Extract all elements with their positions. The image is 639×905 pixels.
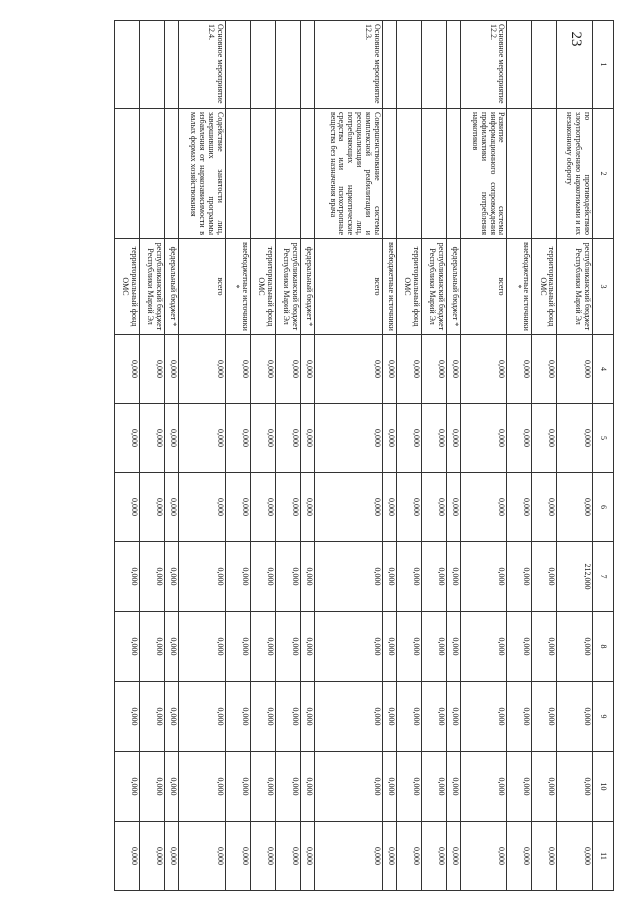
funding-source-cell: всего bbox=[461, 239, 507, 335]
amount-cell: 0,000 bbox=[396, 682, 421, 752]
activity-code-cell bbox=[225, 21, 250, 109]
amount-cell: 0,000 bbox=[532, 335, 557, 404]
table-body bbox=[115, 21, 593, 891]
amount-cell: 0,000 bbox=[314, 822, 382, 891]
amount-cell: 0,000 bbox=[314, 682, 382, 752]
funding-source-cell: территориальный фонд ОМС bbox=[250, 239, 275, 335]
funding-source-cell: республиканский бюджет Республики Марий Эл bbox=[275, 239, 300, 335]
amount-cell: 0,000 bbox=[507, 542, 532, 612]
amount-cell: 0,000 bbox=[165, 473, 179, 542]
amount-cell: 0,000 bbox=[396, 822, 421, 891]
activity-name-cell bbox=[421, 109, 446, 239]
amount-cell: 0,000 bbox=[421, 542, 446, 612]
amount-cell: 0,000 bbox=[396, 612, 421, 682]
amount-cell: 0,000 bbox=[115, 822, 140, 891]
table-row bbox=[225, 21, 250, 891]
activity-name-cell bbox=[507, 109, 532, 239]
amount-cell: 0,000 bbox=[179, 682, 225, 752]
activity-name-cell bbox=[250, 109, 275, 239]
amount-cell: 0,000 bbox=[507, 335, 532, 404]
amount-cell: 0,000 bbox=[179, 612, 225, 682]
amount-cell: 0,000 bbox=[275, 542, 300, 612]
amount-cell: 0,000 bbox=[275, 404, 300, 473]
amount-cell: 0,000 bbox=[275, 822, 300, 891]
amount-cell: 0,000 bbox=[446, 612, 460, 682]
amount-cell: 0,000 bbox=[507, 612, 532, 682]
amount-cell: 0,000 bbox=[165, 822, 179, 891]
funding-source-cell: федеральный бюджет * bbox=[446, 239, 460, 335]
amount-cell: 0,000 bbox=[446, 682, 460, 752]
table-row bbox=[140, 21, 165, 891]
amount-cell: 0,000 bbox=[115, 335, 140, 404]
amount-cell: 0,000 bbox=[314, 404, 382, 473]
table-row bbox=[275, 21, 300, 891]
activity-code-cell bbox=[165, 21, 179, 109]
amount-cell: 212,000 bbox=[557, 542, 593, 612]
amount-cell: 0,000 bbox=[461, 822, 507, 891]
activity-name-cell bbox=[140, 109, 165, 239]
amount-cell: 0,000 bbox=[165, 542, 179, 612]
amount-cell: 0,000 bbox=[300, 752, 314, 822]
amount-cell: 0,000 bbox=[382, 682, 396, 752]
amount-cell: 0,000 bbox=[421, 682, 446, 752]
amount-cell: 0,000 bbox=[275, 335, 300, 404]
amount-cell: 0,000 bbox=[446, 822, 460, 891]
amount-cell: 0,000 bbox=[300, 612, 314, 682]
amount-cell: 0,000 bbox=[300, 542, 314, 612]
activity-name-cell: Совершенствование системы комплексной реабилитации и ресоциализации лиц, потребляющих наркотические средства или психотропные вещества без назначения врача bbox=[314, 109, 382, 239]
amount-cell: 0,000 bbox=[507, 404, 532, 473]
funding-source-cell: всего bbox=[179, 239, 225, 335]
amount-cell: 0,000 bbox=[225, 542, 250, 612]
amount-cell: 0,000 bbox=[250, 612, 275, 682]
activity-code-cell: Основное мероприятие 12.2. bbox=[461, 21, 507, 109]
amount-cell: 0,000 bbox=[300, 335, 314, 404]
amount-cell: 0,000 bbox=[382, 822, 396, 891]
amount-cell: 0,000 bbox=[140, 335, 165, 404]
amount-cell: 0,000 bbox=[557, 682, 593, 752]
funding-source-cell: всего bbox=[314, 239, 382, 335]
activity-code-cell bbox=[275, 21, 300, 109]
amount-cell: 0,000 bbox=[507, 682, 532, 752]
amount-cell: 0,000 bbox=[421, 822, 446, 891]
amount-cell: 0,000 bbox=[225, 335, 250, 404]
amount-cell: 0,000 bbox=[140, 473, 165, 542]
activity-code-cell: Основное мероприятие 12.4. bbox=[179, 21, 225, 109]
amount-cell: 0,000 bbox=[165, 404, 179, 473]
amount-cell: 0,000 bbox=[165, 335, 179, 404]
funding-source-cell: внебюджетные источники bbox=[382, 239, 396, 335]
column-header: 3 bbox=[593, 239, 614, 335]
table-row bbox=[507, 21, 532, 891]
activity-name-cell bbox=[225, 109, 250, 239]
amount-cell: 0,000 bbox=[140, 404, 165, 473]
funding-source-cell: федеральный бюджет * bbox=[165, 239, 179, 335]
activity-code-cell bbox=[115, 21, 140, 109]
amount-cell: 0,000 bbox=[300, 822, 314, 891]
activity-code-cell bbox=[507, 21, 532, 109]
amount-cell: 0,000 bbox=[314, 335, 382, 404]
amount-cell: 0,000 bbox=[225, 612, 250, 682]
amount-cell: 0,000 bbox=[396, 752, 421, 822]
amount-cell: 0,000 bbox=[557, 335, 593, 404]
amount-cell: 0,000 bbox=[275, 473, 300, 542]
amount-cell: 0,000 bbox=[382, 542, 396, 612]
table-row bbox=[179, 21, 225, 891]
amount-cell: 0,000 bbox=[225, 404, 250, 473]
funding-source-cell: внебюджетные источники * bbox=[507, 239, 532, 335]
amount-cell: 0,000 bbox=[115, 542, 140, 612]
funding-source-cell: территориальный фонд ОМС bbox=[115, 239, 140, 335]
amount-cell: 0,000 bbox=[507, 473, 532, 542]
table-row bbox=[421, 21, 446, 891]
amount-cell: 0,000 bbox=[532, 682, 557, 752]
amount-cell: 0,000 bbox=[446, 404, 460, 473]
amount-cell: 0,000 bbox=[507, 752, 532, 822]
amount-cell: 0,000 bbox=[225, 822, 250, 891]
amount-cell: 0,000 bbox=[421, 404, 446, 473]
amount-cell: 0,000 bbox=[250, 404, 275, 473]
amount-cell: 0,000 bbox=[300, 682, 314, 752]
activity-code-cell bbox=[140, 21, 165, 109]
amount-cell: 0,000 bbox=[557, 822, 593, 891]
funding-source-cell: внебюджетные источники * bbox=[225, 239, 250, 335]
amount-cell: 0,000 bbox=[557, 404, 593, 473]
funding-source-cell: федеральный бюджет * bbox=[300, 239, 314, 335]
amount-cell: 0,000 bbox=[557, 752, 593, 822]
amount-cell: 0,000 bbox=[446, 335, 460, 404]
amount-cell: 0,000 bbox=[165, 612, 179, 682]
amount-cell: 0,000 bbox=[314, 542, 382, 612]
activity-name-cell bbox=[300, 109, 314, 239]
amount-cell: 0,000 bbox=[382, 612, 396, 682]
amount-cell: 0,000 bbox=[275, 682, 300, 752]
amount-cell: 0,000 bbox=[300, 404, 314, 473]
amount-cell: 0,000 bbox=[382, 404, 396, 473]
amount-cell: 0,000 bbox=[179, 473, 225, 542]
budget-table bbox=[114, 20, 614, 891]
amount-cell: 0,000 bbox=[461, 404, 507, 473]
amount-cell: 0,000 bbox=[461, 682, 507, 752]
activity-name-cell: Развитие системы информационного сопровождения профилактики потребления наркотиков bbox=[461, 109, 507, 239]
column-header: 9 bbox=[593, 682, 614, 752]
amount-cell: 0,000 bbox=[532, 473, 557, 542]
column-header: 7 bbox=[593, 542, 614, 612]
amount-cell: 0,000 bbox=[225, 682, 250, 752]
amount-cell: 0,000 bbox=[396, 473, 421, 542]
amount-cell: 0,000 bbox=[179, 542, 225, 612]
amount-cell: 0,000 bbox=[165, 682, 179, 752]
amount-cell: 0,000 bbox=[396, 335, 421, 404]
funding-source-cell: республиканский бюджет Республики Марий Эл bbox=[421, 239, 446, 335]
page-number: 23 bbox=[568, 31, 584, 47]
amount-cell: 0,000 bbox=[250, 335, 275, 404]
table-row bbox=[446, 21, 460, 891]
amount-cell: 0,000 bbox=[314, 752, 382, 822]
amount-cell: 0,000 bbox=[532, 542, 557, 612]
amount-cell: 0,000 bbox=[250, 542, 275, 612]
amount-cell: 0,000 bbox=[382, 335, 396, 404]
table-row bbox=[314, 21, 382, 891]
column-header: 2 bbox=[593, 109, 614, 239]
table-row bbox=[532, 21, 557, 891]
amount-cell: 0,000 bbox=[179, 335, 225, 404]
amount-cell: 0,000 bbox=[115, 752, 140, 822]
amount-cell: 0,000 bbox=[532, 822, 557, 891]
amount-cell: 0,000 bbox=[532, 404, 557, 473]
activity-code-cell bbox=[446, 21, 460, 109]
amount-cell: 0,000 bbox=[115, 473, 140, 542]
activity-name-cell bbox=[165, 109, 179, 239]
activity-code-cell bbox=[382, 21, 396, 109]
amount-cell: 0,000 bbox=[179, 822, 225, 891]
amount-cell: 0,000 bbox=[532, 752, 557, 822]
activity-name-cell: Содействие занятости лиц, завершивших программы избавления от наркозависимости в малых формах хозяйствования bbox=[179, 109, 225, 239]
amount-cell: 0,000 bbox=[396, 542, 421, 612]
activity-code-cell bbox=[250, 21, 275, 109]
amount-cell: 0,000 bbox=[382, 752, 396, 822]
column-header: 10 bbox=[593, 752, 614, 822]
activity-name-cell bbox=[115, 109, 140, 239]
funding-source-cell: территориальный фонд ОМС bbox=[396, 239, 421, 335]
amount-cell: 0,000 bbox=[250, 473, 275, 542]
amount-cell: 0,000 bbox=[115, 612, 140, 682]
amount-cell: 0,000 bbox=[382, 473, 396, 542]
amount-cell: 0,000 bbox=[557, 473, 593, 542]
table-row bbox=[300, 21, 314, 891]
activity-code-cell bbox=[532, 21, 557, 109]
budget-table-container bbox=[114, 20, 614, 890]
amount-cell: 0,000 bbox=[421, 612, 446, 682]
amount-cell: 0,000 bbox=[421, 752, 446, 822]
amount-cell: 0,000 bbox=[140, 542, 165, 612]
table-header-row bbox=[593, 21, 614, 891]
table-row bbox=[115, 21, 140, 891]
amount-cell: 0,000 bbox=[115, 682, 140, 752]
amount-cell: 0,000 bbox=[140, 752, 165, 822]
amount-cell: 0,000 bbox=[421, 473, 446, 542]
amount-cell: 0,000 bbox=[275, 612, 300, 682]
amount-cell: 0,000 bbox=[446, 473, 460, 542]
amount-cell: 0,000 bbox=[179, 752, 225, 822]
amount-cell: 0,000 bbox=[446, 752, 460, 822]
amount-cell: 0,000 bbox=[275, 752, 300, 822]
column-header: 1 bbox=[593, 21, 614, 109]
activity-name-cell bbox=[396, 109, 421, 239]
amount-cell: 0,000 bbox=[250, 822, 275, 891]
amount-cell: 0,000 bbox=[250, 752, 275, 822]
amount-cell: 0,000 bbox=[225, 752, 250, 822]
amount-cell: 0,000 bbox=[314, 612, 382, 682]
funding-source-cell: территориальный фонд ОМС bbox=[532, 239, 557, 335]
amount-cell: 0,000 bbox=[225, 473, 250, 542]
column-header: 6 bbox=[593, 473, 614, 542]
funding-source-cell: республиканский бюджет Республики Марий Эл bbox=[557, 239, 593, 335]
amount-cell: 0,000 bbox=[140, 612, 165, 682]
amount-cell: 0,000 bbox=[532, 612, 557, 682]
amount-cell: 0,000 bbox=[115, 404, 140, 473]
amount-cell: 0,000 bbox=[140, 682, 165, 752]
amount-cell: 0,000 bbox=[461, 473, 507, 542]
activity-code-cell bbox=[396, 21, 421, 109]
table-row bbox=[461, 21, 507, 891]
amount-cell: 0,000 bbox=[421, 335, 446, 404]
amount-cell: 0,000 bbox=[446, 542, 460, 612]
column-header: 4 bbox=[593, 335, 614, 404]
table-row bbox=[165, 21, 179, 891]
funding-source-cell: республиканский бюджет Республики Марий Эл bbox=[140, 239, 165, 335]
activity-name-cell bbox=[446, 109, 460, 239]
activity-name-cell bbox=[275, 109, 300, 239]
amount-cell: 0,000 bbox=[507, 822, 532, 891]
activity-name-cell bbox=[382, 109, 396, 239]
amount-cell: 0,000 bbox=[165, 752, 179, 822]
amount-cell: 0,000 bbox=[461, 542, 507, 612]
amount-cell: 0,000 bbox=[179, 404, 225, 473]
table-row bbox=[396, 21, 421, 891]
activity-code-cell bbox=[300, 21, 314, 109]
amount-cell: 0,000 bbox=[314, 473, 382, 542]
activity-name-cell: по противодействию злоупотреблению наркотиками и их незаконному обороту bbox=[557, 109, 593, 239]
amount-cell: 0,000 bbox=[300, 473, 314, 542]
amount-cell: 0,000 bbox=[396, 404, 421, 473]
table-row bbox=[557, 21, 593, 891]
amount-cell: 0,000 bbox=[461, 752, 507, 822]
table-row bbox=[382, 21, 396, 891]
column-header: 8 bbox=[593, 612, 614, 682]
activity-code-cell: Основное мероприятие 12.3. bbox=[314, 21, 382, 109]
amount-cell: 0,000 bbox=[461, 335, 507, 404]
activity-name-cell bbox=[532, 109, 557, 239]
table-row bbox=[250, 21, 275, 891]
activity-code-cell bbox=[421, 21, 446, 109]
column-header: 5 bbox=[593, 404, 614, 473]
amount-cell: 0,000 bbox=[140, 822, 165, 891]
amount-cell: 0,000 bbox=[461, 612, 507, 682]
column-header: 11 bbox=[593, 822, 614, 891]
activity-code-cell bbox=[557, 21, 593, 109]
amount-cell: 0,000 bbox=[250, 682, 275, 752]
amount-cell: 0,000 bbox=[557, 612, 593, 682]
